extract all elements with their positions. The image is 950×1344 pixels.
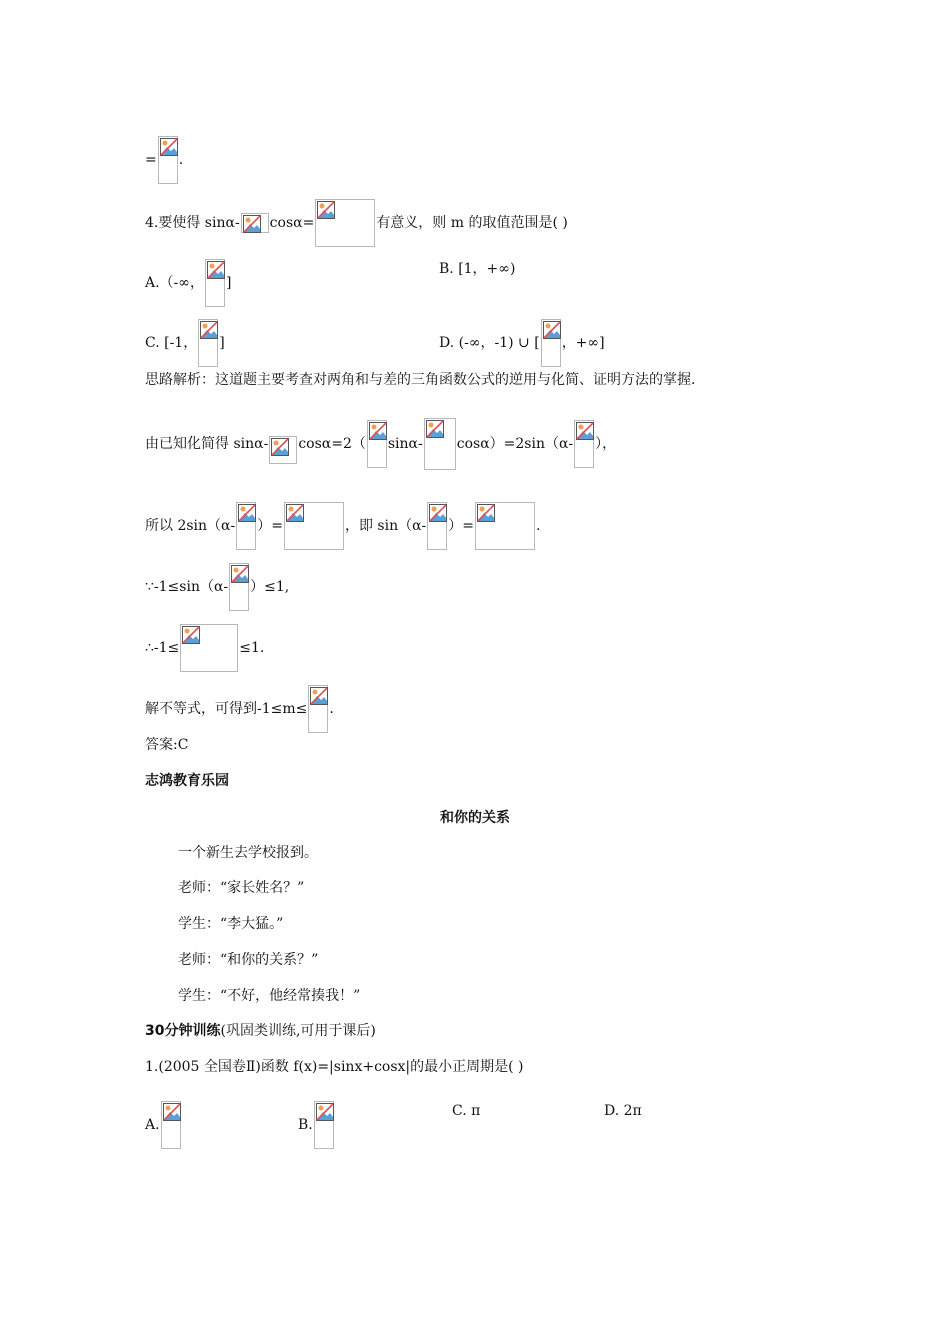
answer: 答案:C bbox=[145, 737, 189, 753]
option-d-close: ，+∞] bbox=[561, 335, 605, 351]
training-question-1: 1.(2005 全国卷Ⅱ)函数 f(x)=|sinx+cosx|的最小正周期是( ) bbox=[145, 1059, 524, 1075]
analysis-text: 思路解析：这道题主要考查对两角和与差的三角函数公式的逆用与化简、证明方法的掌握. bbox=[145, 372, 696, 388]
broken-image-icon bbox=[427, 502, 447, 550]
story-line: 学生：“不好，他经常揍我！” bbox=[178, 988, 361, 1004]
s1-b: cosα=2（ bbox=[298, 436, 366, 452]
derivation-line-1 bbox=[145, 418, 616, 470]
broken-image-icon bbox=[269, 436, 297, 464]
period: . bbox=[178, 152, 184, 168]
s4-b: ≤1. bbox=[239, 640, 265, 656]
story-line: 一个新生去学校报到。 bbox=[178, 845, 318, 861]
broken-image-icon bbox=[367, 420, 387, 468]
equals-sign: = bbox=[145, 152, 157, 168]
q4-text-2: cosα= bbox=[269, 215, 315, 231]
question-4 bbox=[145, 199, 568, 247]
option-c-close: ] bbox=[219, 335, 225, 351]
s4-a: ∴-1≤ bbox=[145, 640, 180, 656]
derivation-line-5 bbox=[145, 685, 334, 733]
option-b-text: B. [1，+∞) bbox=[439, 261, 516, 277]
broken-image-icon bbox=[158, 136, 178, 184]
s3-b: ）≤1, bbox=[250, 579, 290, 595]
story-line: 学生：“李大猛。” bbox=[178, 916, 284, 932]
option-a-text: A.（-∞， bbox=[145, 275, 204, 291]
s2-e: . bbox=[536, 518, 541, 534]
broken-image-icon bbox=[315, 199, 375, 247]
s5-b: . bbox=[329, 701, 334, 717]
training-option-c: C. π bbox=[452, 1103, 481, 1119]
s1-a: 由已知化简得 sinα- bbox=[145, 436, 269, 452]
option-d-text: D. (-∞，-1) ∪ [ bbox=[439, 335, 540, 351]
q4-text-3: 有意义，则 m 的取值范围是( ) bbox=[376, 215, 568, 231]
training-option-b-text: B. bbox=[298, 1117, 313, 1133]
derivation-line-3 bbox=[145, 563, 289, 611]
s1-d: cosα）=2sin（α- bbox=[456, 436, 574, 452]
option-c bbox=[145, 319, 225, 367]
broken-image-icon bbox=[161, 1101, 181, 1149]
training-heading-bold: 30分钟训练 bbox=[145, 1023, 221, 1039]
broken-image-icon bbox=[284, 502, 344, 550]
broken-image-icon bbox=[236, 502, 256, 550]
broken-image-icon bbox=[198, 319, 218, 367]
option-a-close: ] bbox=[225, 275, 232, 291]
equation-line bbox=[145, 136, 183, 184]
option-a bbox=[145, 259, 231, 307]
broken-image-icon bbox=[229, 563, 249, 611]
q4-text-1: 4.要使得 sinα- bbox=[145, 215, 240, 231]
story-title: 和你的关系 bbox=[440, 810, 510, 826]
s2-a: 所以 2sin（α- bbox=[145, 518, 236, 534]
broken-image-icon bbox=[475, 502, 535, 550]
option-c-text: C. [-1， bbox=[145, 335, 198, 351]
training-option-b bbox=[298, 1101, 335, 1149]
s5-a: 解不等式，可得到-1≤m≤ bbox=[145, 701, 308, 717]
training-option-a bbox=[145, 1101, 182, 1149]
option-d bbox=[439, 319, 605, 367]
broken-image-icon bbox=[308, 685, 328, 733]
section-heading: 志鸿教育乐园 bbox=[145, 773, 229, 789]
s2-c: ，即 sin（α- bbox=[344, 518, 427, 534]
derivation-line-2 bbox=[145, 502, 540, 550]
broken-image-icon bbox=[205, 259, 225, 307]
training-option-d: D. 2π bbox=[604, 1103, 642, 1119]
s1-c: sinα- bbox=[387, 436, 423, 452]
s3-a: ∵-1≤sin（α- bbox=[145, 579, 229, 595]
story-line: 老师：“家长姓名？” bbox=[178, 880, 305, 896]
training-option-a-text: A. bbox=[145, 1117, 160, 1133]
derivation-line-4 bbox=[145, 624, 264, 672]
broken-image-icon bbox=[574, 420, 594, 468]
broken-image-icon bbox=[180, 624, 238, 672]
training-heading bbox=[145, 1021, 376, 1041]
broken-image-icon bbox=[241, 213, 269, 233]
option-b bbox=[439, 259, 515, 279]
training-heading-rest: (巩固类训练,可用于课后) bbox=[220, 1023, 376, 1039]
s2-b: ）= bbox=[257, 518, 283, 534]
s1-e: ）， bbox=[595, 436, 617, 452]
s2-d: ）= bbox=[448, 518, 475, 534]
broken-image-icon bbox=[314, 1101, 334, 1149]
story-line: 老师：“和你的关系？” bbox=[178, 952, 319, 968]
broken-image-icon bbox=[541, 319, 561, 367]
broken-image-icon bbox=[424, 418, 456, 470]
